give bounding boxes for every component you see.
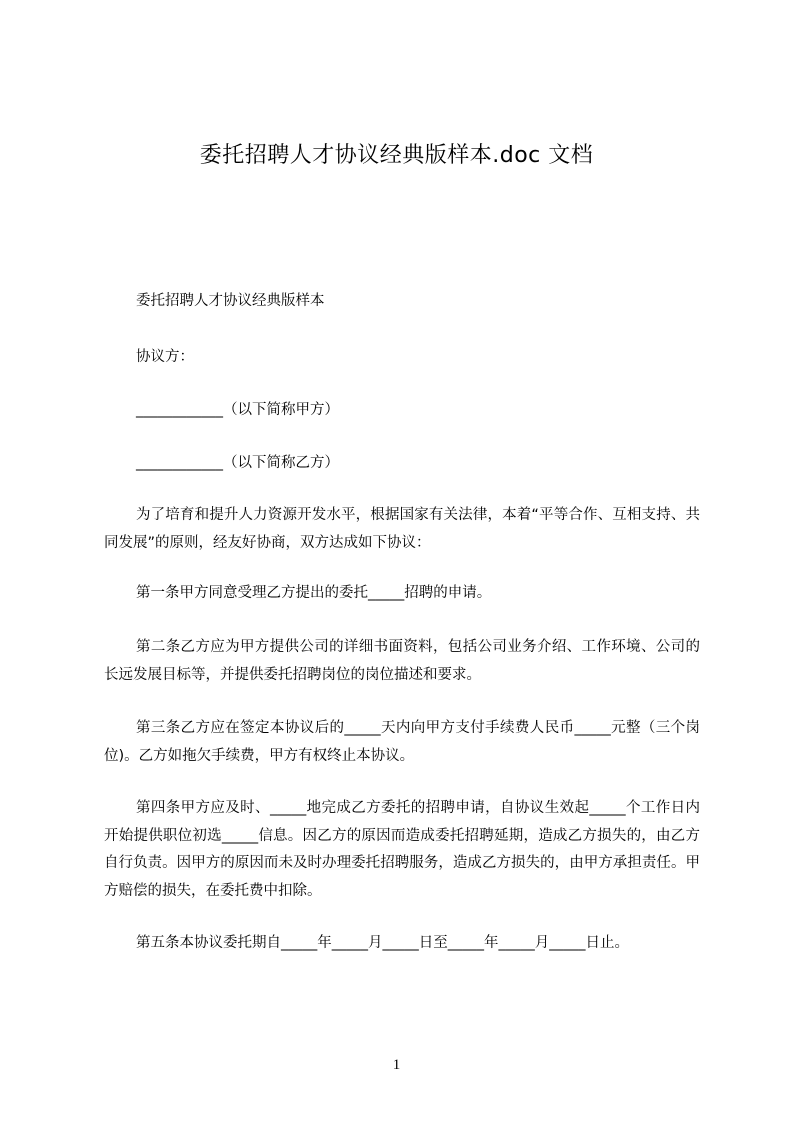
- preamble-paragraph: 为了培育和提升人力资源开发水平，根据国家有关法律，本着“平等合作、互相支持、共同发展”的原则，经友好协商，双方达成如下协议：: [104, 507, 700, 551]
- article-3-paragraph: 第三条乙方应在签定本协议后的_____天内向甲方支付手续费人民币_____元整（三个岗位)。乙方如拖欠手续费，甲方有权终止本协议。: [104, 720, 700, 764]
- article-1-paragraph: 第一条甲方同意受理乙方提出的委托_____招聘的申请。: [136, 585, 492, 601]
- document-title: 委托招聘人才协议经典版样本.doc 文档: [199, 143, 594, 168]
- parties-label: 协议方：: [136, 349, 194, 365]
- article-4-paragraph: 第四条甲方应及时、_____地完成乙方委托的招聘申请，自协议生效起_____个工作日内开始提供职位初选_____信息。因乙方的原因而造成委托招聘延期，造成乙方损失的，由乙方自行负责。因甲方的原因而未及时办理委托招聘服务，造成乙方损失的，由甲方承担责任。甲方赔偿的损失，在委托费中扣除。: [104, 800, 700, 899]
- agreement-subtitle: 委托招聘人才协议经典版样本: [136, 293, 325, 309]
- party-b-line: ____________（以下简称乙方）: [136, 455, 339, 471]
- article-2-paragraph: 第二条乙方应为甲方提供公司的详细书面资料，包括公司业务介绍、工作环境、公司的长远发展目标等，并提供委托招聘岗位的岗位描述和要求。: [104, 639, 700, 683]
- page-number: 1: [392, 1057, 401, 1073]
- article-5-paragraph: 第五条本协议委托期自_____年_____月_____日至_____年_____月_____日止。: [136, 935, 629, 951]
- party-a-line: ____________（以下简称甲方）: [136, 402, 339, 418]
